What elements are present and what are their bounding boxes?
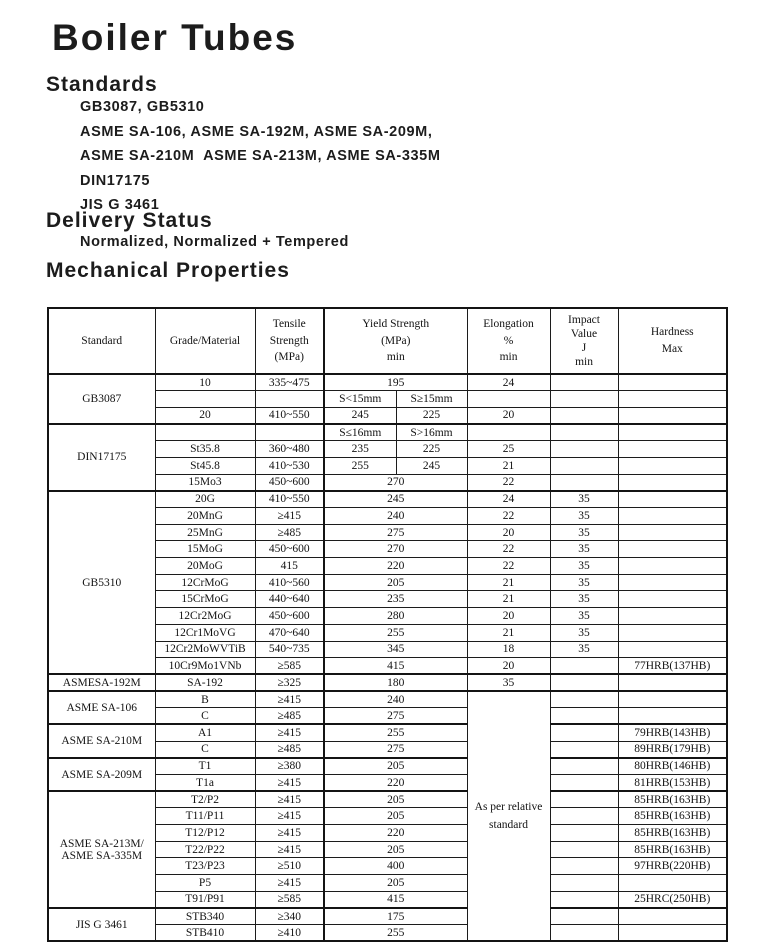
impact-cell: 35	[550, 591, 618, 608]
tensile-cell: ≥415	[255, 691, 324, 708]
hardness-cell: 89HRB(179HB)	[618, 741, 727, 758]
hardness-cell	[618, 441, 727, 458]
grade-cell: C	[155, 708, 255, 725]
tensile-cell: ≥340	[255, 908, 324, 925]
tensile-cell: ≥415	[255, 508, 324, 525]
yield-cell: 275	[324, 708, 467, 725]
tensile-cell: ≥410	[255, 925, 324, 942]
yield-cell: 415	[324, 658, 467, 675]
yield-cell: 275	[324, 524, 467, 541]
column-header-tensile: Tensile Strength (MPa)	[255, 308, 324, 374]
hardness-cell	[618, 674, 727, 691]
tensile-cell: 540~735	[255, 641, 324, 658]
elongation-cell: 21	[467, 624, 550, 641]
standard-cell: JIS G 3461	[48, 908, 155, 941]
yield-cell: 240	[324, 508, 467, 525]
grade-cell: T91/P91	[155, 891, 255, 908]
impact-cell	[550, 741, 618, 758]
impact-cell	[550, 691, 618, 708]
grade-cell: T23/P23	[155, 858, 255, 875]
impact-cell	[550, 391, 618, 408]
tensile-cell: ≥415	[255, 875, 324, 892]
yield-cell: 220	[324, 825, 467, 842]
table-header-row	[48, 308, 727, 374]
table-row	[48, 424, 727, 441]
yield-cell: 345	[324, 641, 467, 658]
hardness-cell: 25HRC(250HB)	[618, 891, 727, 908]
yield-cell: 255	[324, 624, 467, 641]
standard-cell: ASME SA-213M/ ASME SA-335M	[48, 791, 155, 908]
yield-cell: 240	[324, 691, 467, 708]
mechanical-properties-table	[47, 307, 728, 942]
hardness-cell: 85HRB(163HB)	[618, 841, 727, 858]
yield-cell: S>16mm	[396, 424, 467, 441]
impact-cell	[550, 891, 618, 908]
column-header-hardness: Hardness Max	[618, 308, 727, 374]
yield-cell: 205	[324, 841, 467, 858]
yield-cell: 235	[324, 441, 396, 458]
table-row	[48, 374, 727, 391]
yield-cell: 195	[324, 374, 467, 391]
impact-cell	[550, 708, 618, 725]
column-header-standard: Standard	[48, 308, 155, 374]
hardness-cell: 97HRB(220HB)	[618, 858, 727, 875]
impact-cell: 35	[550, 524, 618, 541]
elongation-cell: 18	[467, 641, 550, 658]
column-header-grade: Grade/Material	[155, 308, 255, 374]
standards-line: DIN17175	[80, 172, 151, 189]
grade-cell: 12Cr1MoVG	[155, 624, 255, 641]
elongation-cell: 20	[467, 407, 550, 424]
impact-cell: 35	[550, 508, 618, 525]
standards-line: ASME SA-106, ASME SA-192M, ASME SA-209M,	[80, 123, 433, 140]
yield-cell: 255	[324, 457, 396, 474]
elongation-cell: 24	[467, 491, 550, 508]
impact-cell: 35	[550, 491, 618, 508]
impact-cell: 35	[550, 624, 618, 641]
impact-cell	[550, 858, 618, 875]
yield-cell: 400	[324, 858, 467, 875]
impact-cell	[550, 457, 618, 474]
tensile-cell: 440~640	[255, 591, 324, 608]
yield-cell: 245	[396, 457, 467, 474]
yield-cell: 255	[324, 724, 467, 741]
delivery-status-heading: Delivery Status	[46, 209, 213, 232]
hardness-cell	[618, 374, 727, 391]
impact-cell: 35	[550, 541, 618, 558]
grade-cell: C	[155, 741, 255, 758]
grade-cell: SA-192	[155, 674, 255, 691]
hardness-cell	[618, 641, 727, 658]
grade-cell: STB410	[155, 925, 255, 942]
hardness-cell	[618, 391, 727, 408]
tensile-cell: ≥485	[255, 708, 324, 725]
yield-cell: S≥15mm	[396, 391, 467, 408]
hardness-cell	[618, 407, 727, 424]
yield-cell: 175	[324, 908, 467, 925]
hardness-cell: 77HRB(137HB)	[618, 658, 727, 675]
yield-cell: 280	[324, 608, 467, 625]
column-header-elongation: Elongation % min	[467, 308, 550, 374]
table-row	[48, 724, 727, 741]
hardness-cell	[618, 541, 727, 558]
hardness-cell	[618, 457, 727, 474]
tensile-cell	[255, 424, 324, 441]
grade-cell	[155, 424, 255, 441]
impact-cell	[550, 674, 618, 691]
elongation-cell: 21	[467, 457, 550, 474]
hardness-cell	[618, 591, 727, 608]
elongation-cell: 20	[467, 658, 550, 675]
impact-cell	[550, 424, 618, 441]
page-title: Boiler Tubes	[52, 17, 298, 58]
impact-cell	[550, 775, 618, 792]
hardness-cell	[618, 708, 727, 725]
mechanical-properties-heading: Mechanical Properties	[46, 259, 290, 282]
hardness-cell	[618, 608, 727, 625]
grade-cell: 20MnG	[155, 508, 255, 525]
elongation-cell	[467, 391, 550, 408]
hardness-cell	[618, 908, 727, 925]
hardness-cell	[618, 424, 727, 441]
table-row	[48, 791, 727, 808]
hardness-cell: 80HRB(146HB)	[618, 758, 727, 775]
tensile-cell: ≥415	[255, 841, 324, 858]
grade-cell: STB340	[155, 908, 255, 925]
hardness-cell	[618, 691, 727, 708]
grade-cell: T1	[155, 758, 255, 775]
impact-cell	[550, 808, 618, 825]
elongation-cell: 35	[467, 674, 550, 691]
yield-cell: 270	[324, 474, 467, 491]
tensile-cell: ≥485	[255, 524, 324, 541]
impact-cell: 35	[550, 641, 618, 658]
hardness-cell: 85HRB(163HB)	[618, 791, 727, 808]
grade-cell: A1	[155, 724, 255, 741]
elongation-cell: 22	[467, 541, 550, 558]
grade-cell: P5	[155, 875, 255, 892]
hardness-cell	[618, 491, 727, 508]
hardness-cell	[618, 508, 727, 525]
yield-cell: 255	[324, 925, 467, 942]
elongation-cell: 24	[467, 374, 550, 391]
standard-cell: GB5310	[48, 491, 155, 675]
yield-cell: 415	[324, 891, 467, 908]
grade-cell: T2/P2	[155, 791, 255, 808]
grade-cell: B	[155, 691, 255, 708]
tensile-cell: ≥415	[255, 825, 324, 842]
standards-line: ASME SA-210M ASME SA-213M, ASME SA-335M	[80, 148, 441, 164]
delivery-status-value: Normalized, Normalized + Tempered	[80, 234, 349, 250]
elongation-cell: 20	[467, 524, 550, 541]
yield-cell: 270	[324, 541, 467, 558]
hardness-cell	[618, 624, 727, 641]
impact-cell	[550, 758, 618, 775]
impact-cell	[550, 441, 618, 458]
grade-cell: 15Mo3	[155, 474, 255, 491]
hardness-cell: 81HRB(153HB)	[618, 775, 727, 792]
grade-cell: 12Cr2MoWVTiB	[155, 641, 255, 658]
tensile-cell: ≥485	[255, 741, 324, 758]
yield-cell: 205	[324, 574, 467, 591]
elongation-cell: 21	[467, 574, 550, 591]
grade-cell: 25MnG	[155, 524, 255, 541]
impact-cell	[550, 724, 618, 741]
yield-cell: 225	[396, 441, 467, 458]
tensile-cell: 335~475	[255, 374, 324, 391]
grade-cell: T11/P11	[155, 808, 255, 825]
impact-cell	[550, 407, 618, 424]
table-row	[48, 908, 727, 925]
impact-cell	[550, 791, 618, 808]
tensile-cell: ≥510	[255, 858, 324, 875]
hardness-cell	[618, 524, 727, 541]
tensile-cell: 410~550	[255, 407, 324, 424]
hardness-cell	[618, 474, 727, 491]
hardness-cell: 85HRB(163HB)	[618, 808, 727, 825]
tensile-cell: 450~600	[255, 474, 324, 491]
impact-cell	[550, 841, 618, 858]
grade-cell: 10	[155, 374, 255, 391]
impact-cell	[550, 474, 618, 491]
grade-cell: 12Cr2MoG	[155, 608, 255, 625]
grade-cell: 20	[155, 407, 255, 424]
tensile-cell: ≥415	[255, 808, 324, 825]
column-header-yield: Yield Strength (MPa) min	[324, 308, 467, 374]
yield-cell: 245	[324, 491, 467, 508]
standard-cell: ASME SA-106	[48, 691, 155, 724]
tensile-cell: ≥380	[255, 758, 324, 775]
standard-cell: ASMESA-192M	[48, 674, 155, 691]
grade-cell: 15MoG	[155, 541, 255, 558]
tensile-cell	[255, 391, 324, 408]
table-row	[48, 674, 727, 691]
tensile-cell: ≥585	[255, 891, 324, 908]
impact-cell: 35	[550, 608, 618, 625]
yield-cell: 205	[324, 758, 467, 775]
hardness-cell	[618, 875, 727, 892]
yield-cell: 205	[324, 791, 467, 808]
yield-cell: 220	[324, 775, 467, 792]
hardness-cell	[618, 925, 727, 942]
elongation-cell: 25	[467, 441, 550, 458]
yield-cell: 205	[324, 875, 467, 892]
impact-cell	[550, 908, 618, 925]
yield-cell: 180	[324, 674, 467, 691]
impact-cell: 35	[550, 558, 618, 575]
grade-cell	[155, 391, 255, 408]
yield-cell: 220	[324, 558, 467, 575]
standards-line: GB3087, GB5310	[80, 99, 205, 115]
elongation-cell: 20	[467, 608, 550, 625]
impact-cell	[550, 925, 618, 942]
standard-cell: DIN17175	[48, 424, 155, 491]
standards-heading: Standards	[46, 73, 158, 96]
grade-cell: St45.8	[155, 457, 255, 474]
standards-line: JIS G 3461	[80, 197, 160, 213]
yield-cell: S<15mm	[324, 391, 396, 408]
tensile-cell: 450~600	[255, 608, 324, 625]
grade-cell: 12CrMoG	[155, 574, 255, 591]
tensile-cell: ≥585	[255, 658, 324, 675]
elongation-cell: 22	[467, 558, 550, 575]
tensile-cell: 415	[255, 558, 324, 575]
tensile-cell: ≥325	[255, 674, 324, 691]
impact-cell	[550, 658, 618, 675]
elongation-cell	[467, 424, 550, 441]
tensile-cell: 410~550	[255, 491, 324, 508]
impact-cell	[550, 825, 618, 842]
grade-cell: 10Cr9Mo1VNb	[155, 658, 255, 675]
yield-cell: 235	[324, 591, 467, 608]
tensile-cell: ≥415	[255, 775, 324, 792]
standard-cell: ASME SA-209M	[48, 758, 155, 791]
grade-cell: T12/P12	[155, 825, 255, 842]
impact-cell	[550, 374, 618, 391]
column-header-impact: Impact Value J min	[550, 308, 618, 374]
table-row	[48, 691, 727, 708]
grade-cell: St35.8	[155, 441, 255, 458]
table-row	[48, 491, 727, 508]
elongation-cell: 21	[467, 591, 550, 608]
tensile-cell: ≥415	[255, 724, 324, 741]
grade-cell: T1a	[155, 775, 255, 792]
tensile-cell: 450~600	[255, 541, 324, 558]
tensile-cell: 470~640	[255, 624, 324, 641]
hardness-cell	[618, 558, 727, 575]
elongation-note-cell: As per relative standard	[467, 691, 550, 941]
yield-cell: 275	[324, 741, 467, 758]
tensile-cell: 360~480	[255, 441, 324, 458]
standards-list	[80, 95, 441, 218]
hardness-cell: 79HRB(143HB)	[618, 724, 727, 741]
elongation-cell: 22	[467, 474, 550, 491]
impact-cell	[550, 875, 618, 892]
impact-cell: 35	[550, 574, 618, 591]
yield-cell: 205	[324, 808, 467, 825]
grade-cell: 20G	[155, 491, 255, 508]
yield-cell: 245	[324, 407, 396, 424]
hardness-cell	[618, 574, 727, 591]
tensile-cell: ≥415	[255, 791, 324, 808]
yield-cell: S≤16mm	[324, 424, 396, 441]
standard-cell: GB3087	[48, 374, 155, 424]
standard-cell: ASME SA-210M	[48, 724, 155, 757]
tensile-cell: 410~530	[255, 457, 324, 474]
hardness-cell: 85HRB(163HB)	[618, 825, 727, 842]
elongation-cell: 22	[467, 508, 550, 525]
yield-cell: 225	[396, 407, 467, 424]
grade-cell: 15CrMoG	[155, 591, 255, 608]
table-body	[48, 374, 727, 941]
grade-cell: 20MoG	[155, 558, 255, 575]
grade-cell: T22/P22	[155, 841, 255, 858]
tensile-cell: 410~560	[255, 574, 324, 591]
table-row	[48, 758, 727, 775]
